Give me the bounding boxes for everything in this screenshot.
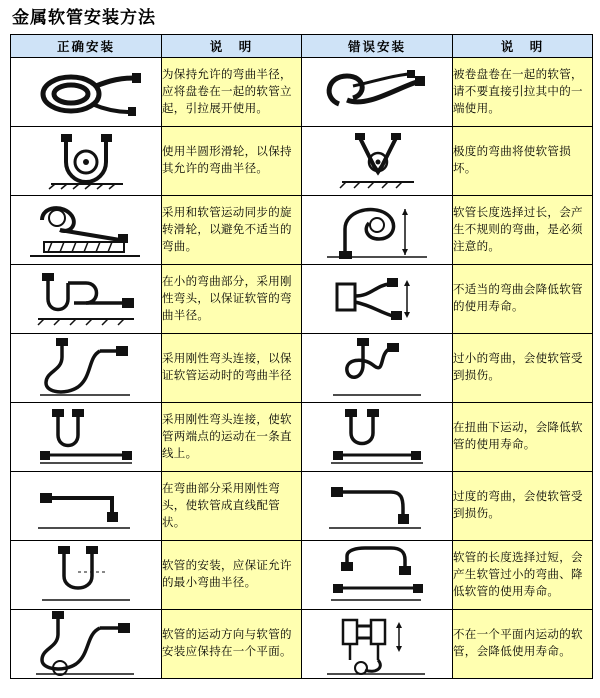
correct-description: 采用刚性弯头连接，使软管两端点的运动在一条直线上。 [162,403,302,472]
correct-figure-cell [11,610,162,679]
wrong-description: 过度的弯曲，会使软管受到损伤。 [453,472,593,541]
wrong-description: 过小的弯曲，会使软管受到损伤。 [453,334,593,403]
header-wrong-install: 错误安装 [302,35,453,58]
wrong-description: 软管的长度选择过短，会产生软管过小的弯曲、降低软管的使用寿命。 [453,541,593,610]
correct-description: 软管的安装，应保证允许的最小弯曲半径。 [162,541,302,610]
min-bend-radius-u-icon [11,541,161,609]
coiled-hose-pulled-icon [302,58,452,126]
wrong-description: 极度的弯曲将使软管损坏。 [453,127,593,196]
half-round-pulley-icon [11,127,161,195]
table-header-row [11,35,593,58]
wrong-description: 不适当的弯曲会降低软管的使用寿命。 [453,265,593,334]
header-correct-desc: 说 明 [162,35,302,58]
correct-description: 在弯曲部分采用刚性弯头，使软管成直线配管状。 [162,472,302,541]
correct-figure-cell [11,403,162,472]
table-row [11,334,593,403]
straight-pipe-rigid-elbow-icon [11,472,161,540]
coiled-hose-flat-icon [11,58,161,126]
wrong-description: 软管长度选择过长，会产生不规则的弯曲，是必须注意的。 [453,196,593,265]
correct-description: 采用和软管运动同步的旋转滑轮，以避免不适当的弯曲。 [162,196,302,265]
overlong-hose-loop-icon [302,196,452,264]
torsion-bend-motion-icon [302,403,452,471]
correct-figure-cell [11,541,162,610]
correct-figure-cell [11,58,162,127]
improper-bend-block-icon [302,265,452,333]
correct-description: 软管的运动方向与软管的安装应保持在一个平面。 [162,610,302,679]
rigid-elbow-straight-line-icon [11,403,161,471]
correct-description: 使用半圆形滑轮，以保持其允许的弯曲半径。 [162,127,302,196]
table-row [11,127,593,196]
rigid-bend-small-radius-icon [11,265,161,333]
correct-figure-cell [11,472,162,541]
wrong-figure-cell [302,127,453,196]
wrong-description: 被卷盘卷在一起的软管，请不要直接引拉其中的一端使用。 [453,58,593,127]
wrong-figure-cell [302,541,453,610]
wrong-figure-cell [302,265,453,334]
rigid-elbow-connection-icon [11,334,161,402]
correct-figure-cell [11,127,162,196]
hose-installation-table [10,34,593,679]
same-plane-motion-icon [11,610,161,678]
sync-rotating-pulley-icon [11,196,161,264]
overlong-hose-small-bend-icon [302,541,452,609]
header-correct-install: 正确安装 [11,35,162,58]
table-row [11,610,593,679]
wrong-figure-cell [302,196,453,265]
wrong-description: 不在一个平面内运动的软管，会降低使用寿命。 [453,610,593,679]
wrong-figure-cell [302,610,453,679]
wrong-description: 在扭曲下运动，会降低软管的使用寿命。 [453,403,593,472]
table-row [11,403,593,472]
wrong-figure-cell [302,472,453,541]
page-title: 金属软管安装方法 [12,8,156,27]
excessive-bend-elbow-icon [302,472,452,540]
sharp-bend-pulley-icon [302,127,452,195]
correct-figure-cell [11,265,162,334]
wrong-figure-cell [302,403,453,472]
header-wrong-desc: 说 明 [453,35,593,58]
correct-description: 为保持允许的弯曲半径，应将盘卷在一起的软管立起，引拉展开使用。 [162,58,302,127]
table-row [11,58,593,127]
correct-figure-cell [11,334,162,403]
table-row [11,265,593,334]
table-row [11,472,593,541]
out-of-plane-motion-icon [302,610,452,678]
correct-description: 在小的弯曲部分，采用刚性弯头，以保证软管的弯曲半径。 [162,265,302,334]
table-row [11,196,593,265]
correct-figure-cell [11,196,162,265]
wrong-figure-cell [302,334,453,403]
correct-description: 采用刚性弯头连接，以保证软管运动时的弯曲半径 [162,334,302,403]
table-row [11,541,593,610]
wrong-figure-cell [302,58,453,127]
too-small-bend-icon [302,334,452,402]
